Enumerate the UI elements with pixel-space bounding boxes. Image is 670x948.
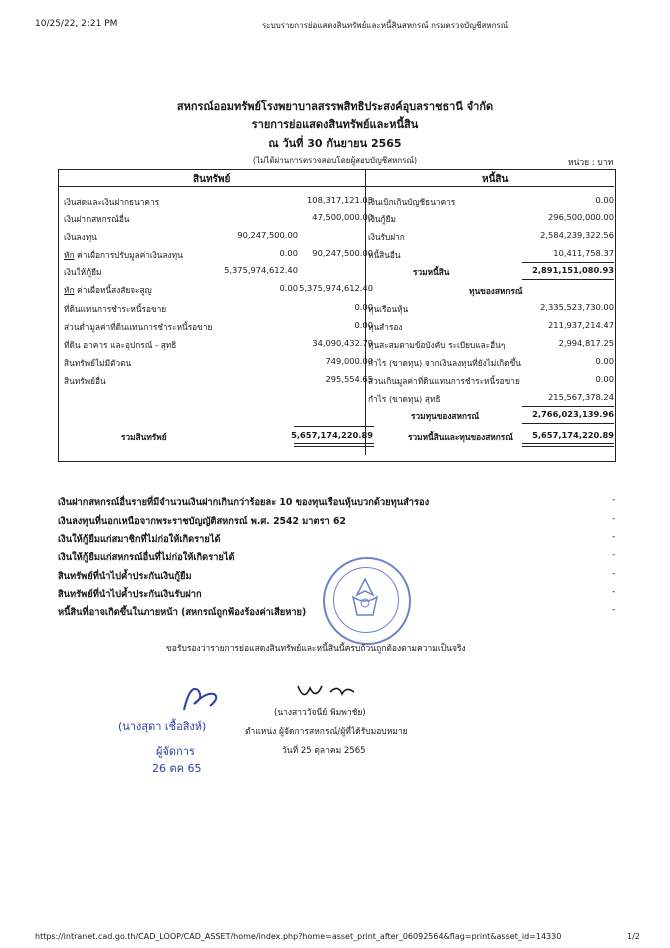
asset-label-text: ค่าเผื่อหนี้สงสัยจะสูญ — [74, 285, 152, 295]
asset-total: 0.00 — [354, 302, 373, 312]
equity-value: 0.00 — [595, 374, 614, 384]
equity-value: 211,937,214.47 — [548, 320, 614, 330]
equity-heading: ทุนของสหกรณ์ — [469, 286, 523, 296]
underline — [294, 426, 374, 427]
asset-label — [64, 283, 152, 297]
asset-label: เงินสดและเงินฝากธนาคาร — [64, 197, 160, 207]
asset-label: สินทรัพย์ไม่มีตัวตน — [64, 358, 132, 368]
underline — [522, 406, 614, 407]
equity-label: ส่วนเกินมูลค่าที่ดินแทนการชำระหนี้รอขาย — [368, 376, 520, 386]
equity-total-value: 2,766,023,139.96 — [532, 409, 614, 419]
note-value: - — [612, 587, 616, 597]
liabilities-total-label: รวมหนี้สิน — [413, 267, 450, 277]
underline — [522, 279, 614, 280]
double-underline — [522, 443, 614, 444]
note-value: - — [612, 495, 616, 505]
seal-emblem-icon — [323, 557, 407, 641]
equity-label: ทุนเรือนหุ้น — [368, 304, 409, 314]
print-datetime: 10/25/22, 2:21 PM — [35, 19, 118, 29]
asset-subtotal: 0.00 — [279, 248, 298, 258]
asset-label-text: ค่าเผื่อการปรับมูลค่าเงินลงทุน — [74, 250, 183, 260]
print-page-title: ระบบรายการย่อแสดงสินทรัพย์และหนี้สินสหกรณ์ กรมตรวจบัญชีสหกรณ์ — [262, 21, 509, 30]
note-text: เงินลงทุนที่นอกเหนือจากพระราชบัญญัติสหกรณ์ พ.ศ. 2542 มาตรา 62 — [58, 516, 346, 527]
audit-note: (ไม่ได้ผ่านการตรวจสอบโดยผู้สอบบัญชีสหกรณ์) — [252, 156, 418, 165]
page-number: 1/2 — [627, 932, 640, 941]
asset-label: ที่ดิน อาคาร และอุปกรณ์ - สุทธิ — [64, 340, 177, 350]
underline — [522, 423, 614, 424]
liability-label: เงินเบิกเกินบัญชีธนาคาร — [368, 197, 456, 207]
header-separator — [58, 186, 614, 187]
less-prefix: หัก — [64, 285, 75, 295]
report-date: ณ วันที่ 30 กันยายน 2565 — [268, 137, 402, 150]
report-title: รายการย่อแสดงสินทรัพย์และหนี้สิน — [251, 118, 419, 131]
equity-value: 2,335,523,730.00 — [540, 302, 614, 312]
official-seal — [323, 557, 411, 645]
less-prefix: หัก — [64, 250, 75, 260]
certification-text: ขอรับรองว่ารายการย่อแสดงสินทรัพย์และหนี้สินนี้ครบถ้วนถูกต้องตามความเป็นจริง — [166, 644, 466, 654]
liability-value: 10,411,758.37 — [553, 248, 614, 258]
asset-label: เงินให้กู้ยืม — [64, 267, 102, 277]
asset-label: เงินลงทุน — [64, 232, 97, 242]
note-text: สินทรัพย์ที่นำไปค้ำประกันเงินกู้ยืม — [58, 571, 192, 582]
asset-total: 295,554.65 — [325, 374, 373, 384]
equity-label: กำไร (ขาดทุน) จากเงินลงทุนที่ยังไม่เกิดขึ้น — [368, 358, 521, 368]
handwritten-role: ผู้จัดการ — [156, 745, 195, 758]
handwritten-signature-right — [294, 680, 364, 706]
unit-label: หน่วย : บาท — [568, 158, 614, 168]
grand-total-value: 5,657,174,220.89 — [532, 430, 614, 440]
note-value: - — [612, 532, 616, 542]
assets-total-label: รวมสินทรัพย์ — [121, 432, 167, 442]
liability-value: 0.00 — [595, 195, 614, 205]
handwritten-signature-left — [176, 680, 226, 716]
asset-total: 5,375,974,612.40 — [299, 283, 373, 293]
liability-label: หนี้สินอื่น — [368, 250, 401, 260]
note-text: สินทรัพย์ที่นำไปค้ำประกันเงินรับฝาก — [58, 589, 202, 600]
double-underline — [294, 443, 374, 444]
assets-total-value: 5,657,174,220.89 — [291, 430, 373, 440]
note-value: - — [612, 514, 616, 524]
handwritten-date: 26 ตค 65 — [152, 762, 202, 775]
asset-label: ที่ดินแทนการชำระหนี้รอขาย — [64, 304, 167, 314]
equity-total-label: รวมทุนของสหกรณ์ — [411, 411, 480, 421]
note-text: หนี้สินที่อาจเกิดขึ้นในภายหน้า (สหกรณ์ถูกฟ้องร้องค่าเสียหาย) — [58, 607, 307, 618]
note-text: เงินให้กู้ยืมแก่สหกรณ์อื่นที่ไม่ก่อให้เกิดรายได้ — [58, 552, 235, 563]
grand-total-label: รวมหนี้สินและทุนของสหกรณ์ — [408, 432, 513, 442]
liability-value: 296,500,000.00 — [548, 212, 614, 222]
liability-label: เงินรับฝาก — [368, 232, 405, 242]
asset-label: เงินฝากสหกรณ์อื่น — [64, 214, 130, 224]
equity-label: ทุนสำรอง — [368, 322, 403, 332]
asset-total: 749,000.00 — [325, 356, 373, 366]
asset-label: สินทรัพย์อื่น — [64, 376, 106, 386]
assets-heading: สินทรัพย์ — [193, 174, 231, 185]
asset-label: ส่วนต่ำมูลค่าที่ดินแทนการชำระหนี้รอขาย — [64, 322, 213, 332]
equity-value: 0.00 — [595, 356, 614, 366]
asset-label — [64, 248, 183, 262]
double-underline — [294, 446, 374, 447]
note-value: - — [612, 550, 616, 560]
liabilities-heading: หนี้สิน — [482, 174, 509, 185]
asset-subtotal: 90,247,500.00 — [237, 230, 298, 240]
page-url: https://intranet.cad.go.th/CAD_LOOP/CAD_ASSET/home/index.php?home=asset_print_after_06092564&flag=print&asset_id=14330 — [35, 932, 562, 941]
asset-subtotal: 5,375,974,612.40 — [224, 265, 298, 275]
asset-total: 34,090,432.79 — [312, 338, 373, 348]
underline — [522, 262, 614, 263]
handwritten-name: (นางสุดา เชื้อสิงห์) — [118, 720, 207, 733]
liabilities-total-value: 2,891,151,080.93 — [532, 265, 614, 275]
signatory-position: ตำแหน่ง ผู้จัดการสหกรณ์/ผู้ที่ได้รับมอบหมาย — [245, 727, 408, 737]
equity-value: 215,567,378.24 — [548, 392, 614, 402]
liability-label: เงินกู้ยืม — [368, 214, 396, 224]
liability-value: 2,584,239,322.56 — [540, 230, 614, 240]
asset-total: 47,500,000.00 — [312, 212, 373, 222]
note-value: - — [612, 569, 616, 579]
equity-value: 2,994,817.25 — [558, 338, 614, 348]
note-text: เงินฝากสหกรณ์อื่นรายที่มีจำนวนเงินฝากเกินกว่าร้อยละ 10 ของทุนเรือนหุ้นบวกด้วยทุนสำรอง — [58, 497, 430, 508]
double-underline — [522, 446, 614, 447]
asset-subtotal: 0.00 — [279, 283, 298, 293]
asset-total: 0.00 — [354, 320, 373, 330]
note-value: - — [612, 605, 616, 615]
note-text: เงินให้กู้ยืมแก่สมาชิกที่ไม่ก่อให้เกิดรายได้ — [58, 534, 221, 545]
signatory-date: วันที่ 25 ตุลาคม 2565 — [282, 746, 366, 756]
asset-total: 90,247,500.00 — [312, 248, 373, 258]
equity-label: ทุนสะสมตามข้อบังคับ ระเบียบและอื่นๆ — [368, 340, 506, 350]
asset-total: 108,317,121.05 — [307, 195, 373, 205]
org-name: สหกรณ์ออมทรัพย์โรงพยาบาลสรรพสิทธิประสงค์อุบลราชธานี จำกัด — [176, 100, 494, 113]
signatory-name: (นางสาววัจนีย์ พิมพาชัย) — [274, 708, 366, 718]
equity-label: กำไร (ขาดทุน) สุทธิ — [368, 394, 441, 404]
